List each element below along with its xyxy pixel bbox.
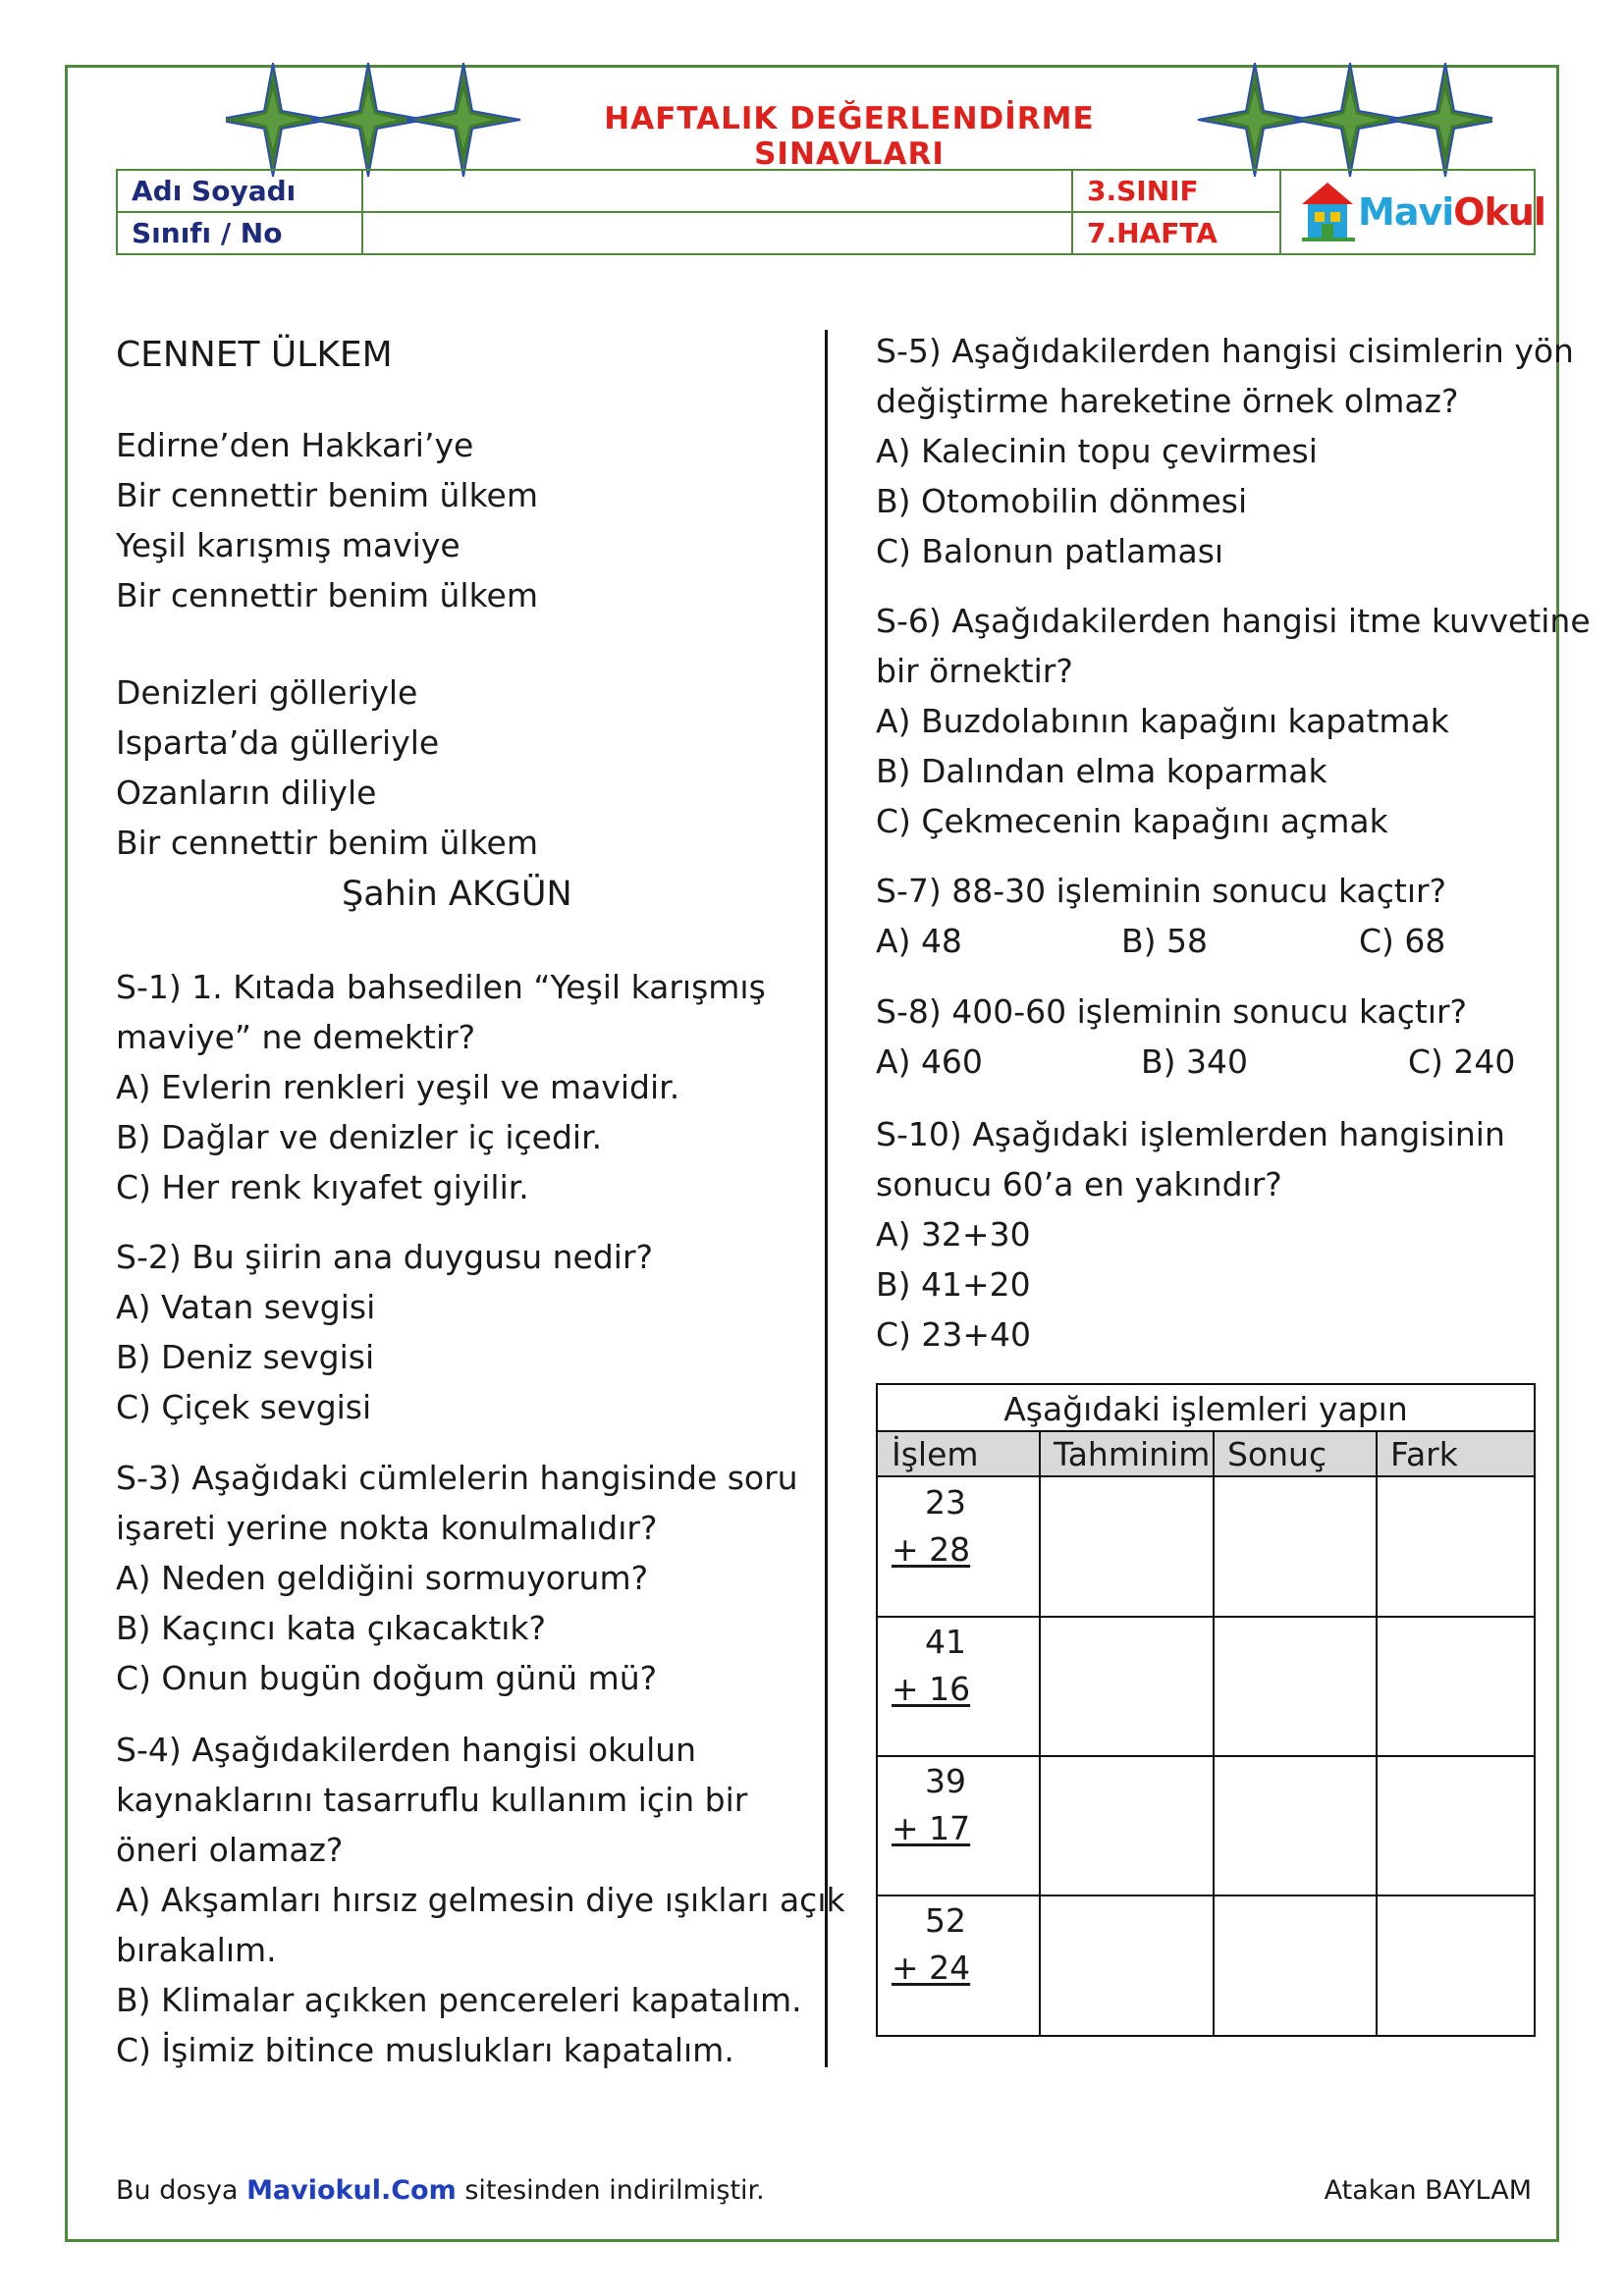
- header-sonuc: Sonuç: [1227, 1435, 1327, 1473]
- option-c[interactable]: C) İşimiz bitince muslukları kapatalım.: [116, 2031, 734, 2069]
- table-row: 23 + 28: [892, 1483, 971, 1569]
- star-icon: [406, 63, 520, 177]
- option-c[interactable]: C) Çiçek sevgisi: [116, 1388, 372, 1426]
- option-c[interactable]: C) Balonun patlaması: [876, 532, 1224, 570]
- option-a[interactable]: A) Evlerin renkleri yeşil ve mavidir.: [116, 1068, 680, 1106]
- option-a[interactable]: A) Buzdolabının kapağını kapatmak: [876, 702, 1449, 740]
- option-a[interactable]: A) Neden geldiğini sormuyorum?: [116, 1559, 649, 1597]
- operations-table-title: Aşağıdaki işlemleri yapın: [878, 1385, 1534, 1432]
- footer-author: Atakan BAYLAM: [1324, 2175, 1532, 2206]
- class-label: Sınıfı / No: [132, 217, 283, 249]
- name-field[interactable]: [363, 171, 1073, 213]
- question-6: S-6) Aşağıdakilerden hangisi itme kuvvetine bir örnektir? A) Buzdolabının kapağını kapatmak B) Dalından elma koparmak C) Çekmecenin kapağını açmak: [876, 596, 1591, 846]
- option-c[interactable]: C) Çekmecenin kapağını açmak: [876, 802, 1388, 840]
- table-row: 52 + 24: [892, 1901, 971, 1987]
- option-a[interactable]: A) 460: [876, 1042, 983, 1081]
- option-a[interactable]: A) Kalecinin topu çevirmesi: [876, 432, 1318, 470]
- option-b[interactable]: B) 41+20: [876, 1265, 1031, 1304]
- question-1: S-1) 1. Kıtada bahsedilen “Yeşil karışmış maviye” ne demektir? A) Evlerin renkleri yeşil ve mavidir. B) Dağlar ve denizler iç içedir. C) Her renk kıyafet giyilir.: [116, 962, 766, 1212]
- option-c[interactable]: C) 68: [1359, 922, 1446, 960]
- poem-stanza-1: Edirne’den Hakkari’ye Bir cennettir benim ülkem Yeşil karışmış maviye Bir cennettir benim ülkem: [116, 426, 538, 614]
- poem-stanza-2: Denizleri gölleriyle Isparta’da gülleriyle Ozanların diliyle Bir cennettir benim ülkem: [116, 673, 538, 862]
- header-islem: İşlem: [892, 1435, 979, 1473]
- header-fark: Fark: [1390, 1435, 1458, 1473]
- footer-source: Bu dosya Maviokul.Com sitesinden indirilmiştir.: [116, 2175, 765, 2206]
- option-b[interactable]: B) Kaçıncı kata çıkacaktık?: [116, 1609, 546, 1647]
- poem-title: CENNET ÜLKEM: [116, 335, 393, 375]
- table-row: 41 + 16: [892, 1623, 971, 1708]
- class-field[interactable]: [363, 213, 1073, 253]
- logo-wordmark: MaviOkul: [1358, 190, 1545, 234]
- option-c[interactable]: C) Her renk kıyafet giyilir.: [116, 1168, 529, 1206]
- table-row: 39 + 17: [892, 1762, 971, 1847]
- operations-table: [876, 1383, 1536, 2037]
- operations-table-header: [878, 1432, 1534, 1477]
- name-label: Adı Soyadı: [132, 175, 297, 207]
- question-3: S-3) Aşağıdaki cümlelerin hangisinde soru işareti yerine nokta konulmalıdır? A) Neden geldiğini sormuyorum? B) Kaçıncı kata çıkacaktık? C) Onun bugün doğum günü mü?: [116, 1453, 798, 1703]
- option-a[interactable]: A) Vatan sevgisi: [116, 1288, 376, 1326]
- header-tahminim: Tahminim: [1054, 1435, 1211, 1473]
- question-4: S-4) Aşağıdakilerden hangisi okulun kaynaklarını tasarruflu kullanım için bir öneri olamaz? A) Akşamları hırsız gelmesin diye ışıkları açık bırakalım. B) Klimalar açıkken pencereleri kapatalım. C) İşimiz bitince muslukları kapatalım.: [116, 1725, 845, 2075]
- option-c[interactable]: C) 240: [1408, 1042, 1516, 1081]
- option-b[interactable]: B) Dağlar ve denizler iç içedir.: [116, 1118, 603, 1156]
- option-b[interactable]: B) 340: [1141, 1042, 1248, 1081]
- option-b[interactable]: B) Klimalar açıkken pencereleri kapatalım.: [116, 1981, 802, 2019]
- question-8: S-8) 400-60 işleminin sonucu kaçtır?: [876, 992, 1468, 1031]
- option-a[interactable]: A) 48: [876, 922, 962, 960]
- grade-label: 3.SINIF: [1087, 175, 1199, 207]
- option-a[interactable]: A) 32+30: [876, 1215, 1031, 1254]
- option-c[interactable]: C) Onun bugün doğum günü mü?: [116, 1659, 658, 1697]
- question-10: S-10) Aşağıdaki işlemlerden hangisinin sonucu 60’a en yakındır? A) 32+30 B) 41+20 C) 23+40: [876, 1109, 1505, 1360]
- question-5: S-5) Aşağıdakilerden hangisi cisimlerin yön değiştirme hareketine örnek olmaz? A) Kalecinin topu çevirmesi B) Otomobilin dönmesi C) Balonun patlaması: [876, 326, 1574, 576]
- option-b[interactable]: B) 58: [1121, 922, 1208, 960]
- footer-site-link[interactable]: Maviokul.Com: [246, 2175, 457, 2206]
- option-b[interactable]: B) Otomobilin dönmesi: [876, 482, 1248, 520]
- poem-author: Şahin AKGÜN: [342, 875, 572, 914]
- week-label: 7.HAFTA: [1087, 217, 1218, 249]
- option-b[interactable]: B) Dalından elma koparmak: [876, 752, 1327, 790]
- option-b[interactable]: B) Deniz sevgisi: [116, 1338, 375, 1376]
- question-2: S-2) Bu şiirin ana duygusu nedir? A) Vatan sevgisi B) Deniz sevgisi C) Çiçek sevgisi: [116, 1232, 653, 1432]
- question-7: S-7) 88-30 işleminin sonucu kaçtır?: [876, 872, 1447, 910]
- option-a[interactable]: A) Akşamları hırsız gelmesin diye ışıkları açık: [116, 1881, 845, 1919]
- option-c[interactable]: C) 23+40: [876, 1315, 1032, 1354]
- star-icon: [1388, 63, 1492, 177]
- banner-title: HAFTALIK DEĞERLENDİRME SINAVLARI: [604, 101, 1095, 172]
